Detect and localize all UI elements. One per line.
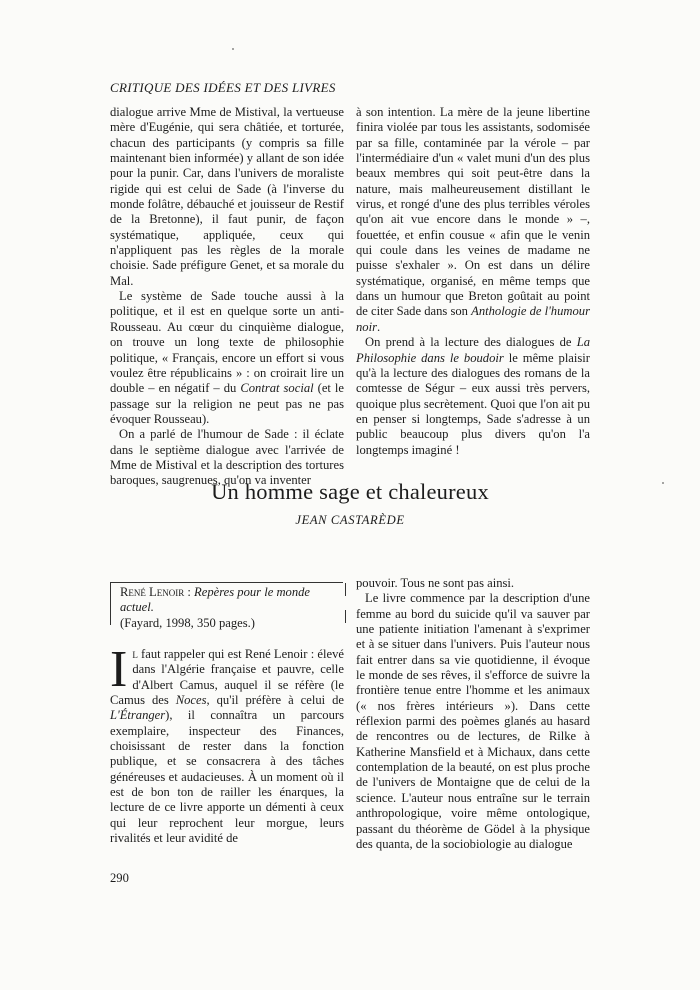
- italic-title: Anthologie de l'humour noir: [356, 304, 590, 334]
- page-number: 290: [110, 871, 129, 885]
- drop-cap: I: [110, 641, 128, 698]
- text-run: On prend à la lecture des dialogues de: [365, 335, 577, 350]
- top-left-column: [110, 105, 344, 489]
- paragraph: [356, 105, 590, 335]
- italic-title: Noces: [175, 693, 207, 708]
- italic-title: La Philosophie dans le boudoir: [356, 335, 590, 365]
- book-title: Repères pour le monde actuel.: [120, 585, 311, 615]
- text-run: faut rappeler qui est René Lenoir : élevé dans l'Algérie française et pauvre, celle d'Albert Camus, auquel il se réfère (le Camus des: [110, 647, 344, 708]
- text-run: Le système de Sade touche aussi à la politique, et il est en quelque sorte un anti-Rousseau. Au cœur du cinquième dialogue, on trouve un long texte de philosophie politique, « Français, encore un effort si vous voulez être républicains » : on croirait lire un double – en négatif – du: [110, 289, 344, 396]
- article-title: Un homme sage et chaleureux: [211, 479, 489, 504]
- opening-paragraph: [110, 641, 344, 846]
- book-author: René Lenoir: [120, 585, 185, 599]
- running-head: CRITIQUE DES IDÉES ET DES LIVRES: [110, 80, 336, 95]
- lead-letter: l: [132, 647, 138, 661]
- text-run: .: [377, 319, 381, 334]
- paragraph: On a parlé de l'humour de Sade : il éclate dans le septième dialogue avec l'arrivée de Mme de Mistival et la description des tortures baroques, saugrenues, qu'on va inventer: [110, 427, 344, 488]
- text-run: , qu'il préfère à celui de: [206, 693, 344, 708]
- text-run: à son intention. La mère de la jeune libertine finira violée par tous les assistants, sodomisée par sa fille, contaminée par la vérole – par l'intermédiaire d'un « valet muni d'un des plus beaux membres qui soit peut-être dans la nature, mais malheureusement distillant le virus, et rongé d'une des plus terribles véroles qu'on ait vue encore dans le monde » –, fouettée, et enfin cousue « afin que le venin qui coule dans les veines de madame ne puisse s'exhaler ». On est dans un délire systématique, organisé, en même temps que dans un humour que Breton goûtait au point de citer Sade dans son: [356, 105, 590, 319]
- paragraph: pouvoir. Tous ne sont pas ainsi.: [356, 576, 515, 590]
- book-separator: :: [184, 585, 195, 599]
- italic-title: Contrat social: [240, 381, 314, 396]
- book-publisher: (Fayard, 1998, 350 pages.): [120, 615, 256, 630]
- text-run: le même plaisir qu'à la lecture des dialogues des romans de la comtesse de Ségur – eux aussi très pervers, quoique plus secrètement. Quoi que l'on ait pu en penser si longtemps, Sade s'adresse à un public beaucoup plus divers qu'on l'a longtemps imaginé !: [356, 350, 590, 457]
- book-reference: [120, 585, 346, 631]
- scan-speck: [232, 48, 234, 50]
- scan-speck: [662, 482, 664, 484]
- bottom-right-column: [356, 576, 590, 852]
- paragraph: dialogue arrive Mme de Mistival, la vertueuse mère d'Eugénie, qui sera châtiée, et torturée, chacun des participants (y compris sa fille maintenant bien informée) y allant de son idée pour la punir. Car, dans l'univers de moraliste rigide qui est celui de Sade (à l'inverse du monde folâtre, débauché et jouisseur de Restif de la Bretonne), il faut punir, de façon systématique, appliquée, ceux qui n'appliquent pas les règles de la morale choisie. Sade préfigure Genet, et sa morale du Mal.: [110, 105, 344, 288]
- article-author: JEAN CASTARÈDE: [295, 513, 405, 527]
- text-run: ), il connaîtra un parcours exemplaire, inspecteur des Finances, choisissant de rester dans la fonction publique, et se consacrera à des tâches généreuses et audacieuses. À un moment où il est de bon ton de railler les énarques, la lecture de ce livre apporte un démenti à ceux qui leur reprochent leur morgue, leurs rivalités et leur avidité de: [110, 708, 344, 846]
- bottom-left-column: [110, 641, 344, 846]
- text-run: (et le passage sur la religion ne peut pas ne pas évoquer Rousseau).: [110, 381, 345, 426]
- top-right-column: [356, 105, 590, 458]
- paragraph: Le livre commence par la description d'une femme au bord du suicide qu'il va sauver par une patiente initiation l'amenant à s'exprimer et à se situer dans l'univers. Puis l'auteur nous fait entrer dans sa vie quotidienne, il évoque le monde de ses rêves, il s'efforce de suivre la frontière tenue entre l'homme et les animaux (« nos frères intérieurs »). Dans cette réflexion parmi des poèmes glanés au hasard de rencontres ou de lectures, de Rilke à Katherine Mansfield et à Michaux, dans cette contemplation de la beauté, on est plus proche de l'univers de Montaigne que de celui de la science. L'auteur nous entraîne sur le terrain anthropologique, voire même ontologique, passant du théorème de Gödel à la physique des quanta, de la sociobiologie au dialogue: [356, 591, 590, 851]
- paragraph: [356, 335, 590, 458]
- book-reference-box: [110, 582, 343, 630]
- italic-title: L'Étranger: [110, 708, 166, 723]
- paragraph: [110, 289, 344, 427]
